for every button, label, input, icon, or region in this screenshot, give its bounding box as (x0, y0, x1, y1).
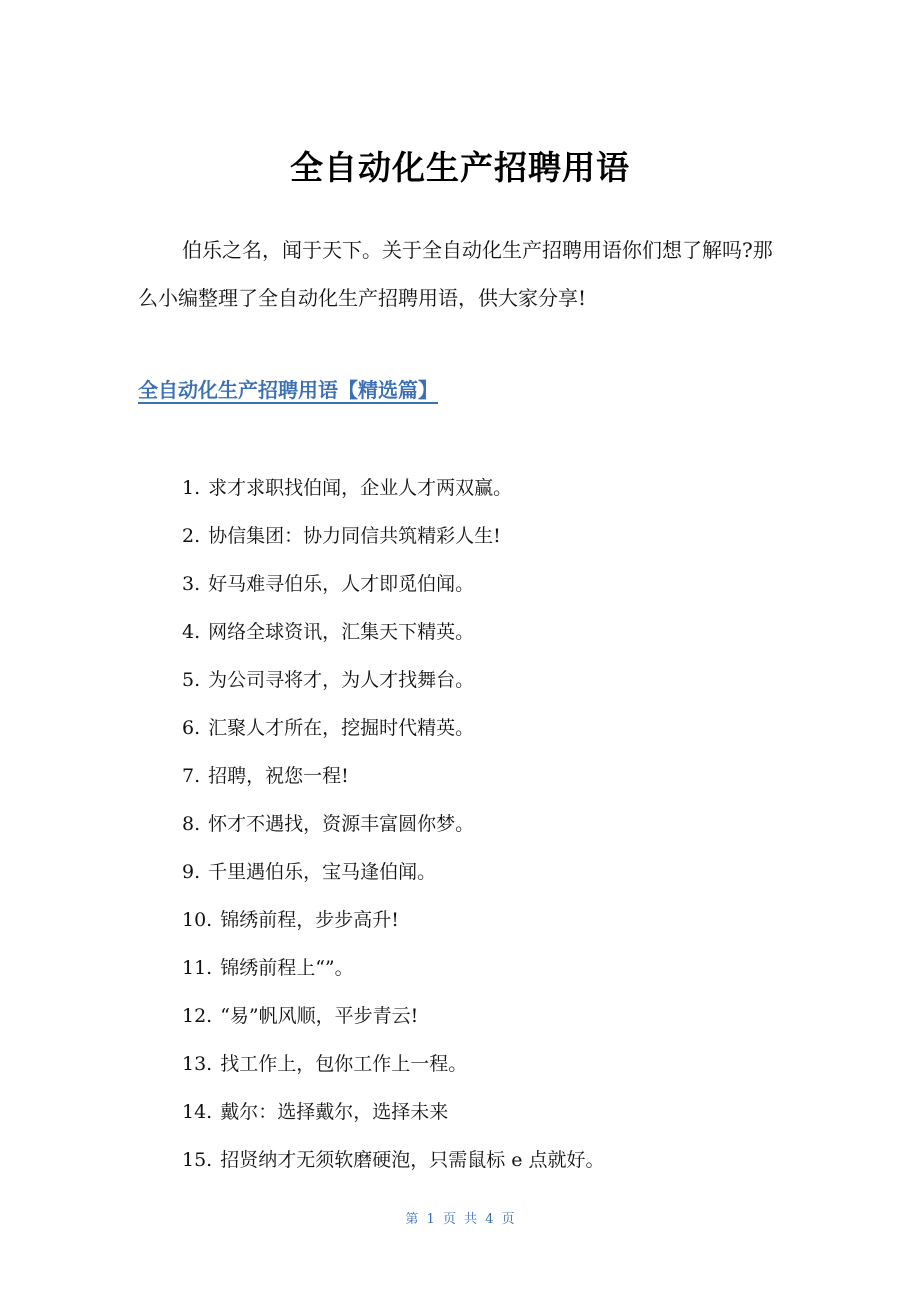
list-item-number: 6. (182, 717, 201, 739)
list-item-text: 求才求职找伯闻，企业人才两双赢。 (208, 477, 513, 499)
list-item (182, 712, 605, 760)
list-item (182, 1144, 605, 1192)
list-item-number: 14. (182, 1101, 213, 1123)
list-item (182, 1048, 605, 1096)
list-item (182, 808, 605, 856)
slogan-list (182, 472, 605, 1192)
list-item-number: 4. (182, 621, 201, 643)
list-item-text: 协信集团：协力同信共筑精彩人生! (208, 525, 501, 547)
list-item-text: 为公司寻将才，为人才找舞台。 (208, 669, 475, 691)
list-item-number: 11. (182, 957, 213, 979)
section-heading-link[interactable]: 全自动化生产招聘用语【精选篇】 (138, 378, 438, 402)
list-item-text: 怀才不遇找，资源丰富圆你梦。 (208, 813, 475, 835)
list-item-number: 8. (182, 813, 201, 835)
intro-paragraph: 伯乐之名，闻于天下。关于全自动化生产招聘用语你们想了解吗?那么小编整理了全自动化生产招聘用语，供大家分享! (138, 238, 773, 310)
list-item-number: 5. (182, 669, 201, 691)
list-item-text: 千里遇伯乐，宝马逢伯闻。 (208, 861, 437, 883)
list-item-number: 2. (182, 525, 201, 547)
list-item-text: 锦绣前程上“”。 (220, 957, 354, 979)
list-item-text: 锦绣前程，步步高升! (220, 909, 399, 931)
list-item-number: 13. (182, 1053, 213, 1075)
list-item-number: 1. (182, 477, 201, 499)
list-item-text: 网络全球资讯，汇集天下精英。 (208, 621, 475, 643)
list-item-text: 汇聚人才所在，挖掘时代精英。 (208, 717, 475, 739)
page-number-footer: 第 1 页 共 4 页 (405, 1212, 515, 1227)
list-item (182, 952, 605, 1000)
list-item-number: 3. (182, 573, 201, 595)
list-item (182, 472, 605, 520)
document-title: 全自动化生产招聘用语 (290, 148, 630, 187)
list-item-number: 7. (182, 765, 201, 787)
list-item-number: 12. (182, 1005, 213, 1027)
list-item (182, 568, 605, 616)
list-item (182, 760, 605, 808)
list-item-text: 好马难寻伯乐，人才即觅伯闻。 (208, 573, 475, 595)
list-item-number: 9. (182, 861, 201, 883)
list-item-text: 招贤纳才无须软磨硬泡，只需鼠标 e 点就好。 (220, 1149, 605, 1171)
list-item-text: 找工作上，包你工作上一程。 (220, 1053, 468, 1075)
list-item (182, 856, 605, 904)
list-item (182, 664, 605, 712)
list-item (182, 520, 605, 568)
list-item-number: 15. (182, 1149, 213, 1171)
list-item-text: 招聘，祝您一程! (208, 765, 349, 787)
list-item (182, 1000, 605, 1048)
list-item (182, 904, 605, 952)
list-item-text: “易”帆风顺，平步青云! (220, 1005, 419, 1027)
list-item (182, 1096, 605, 1144)
list-item-text: 戴尔：选择戴尔，选择未来 (220, 1101, 449, 1123)
list-item (182, 616, 605, 664)
list-item-number: 10. (182, 909, 213, 931)
